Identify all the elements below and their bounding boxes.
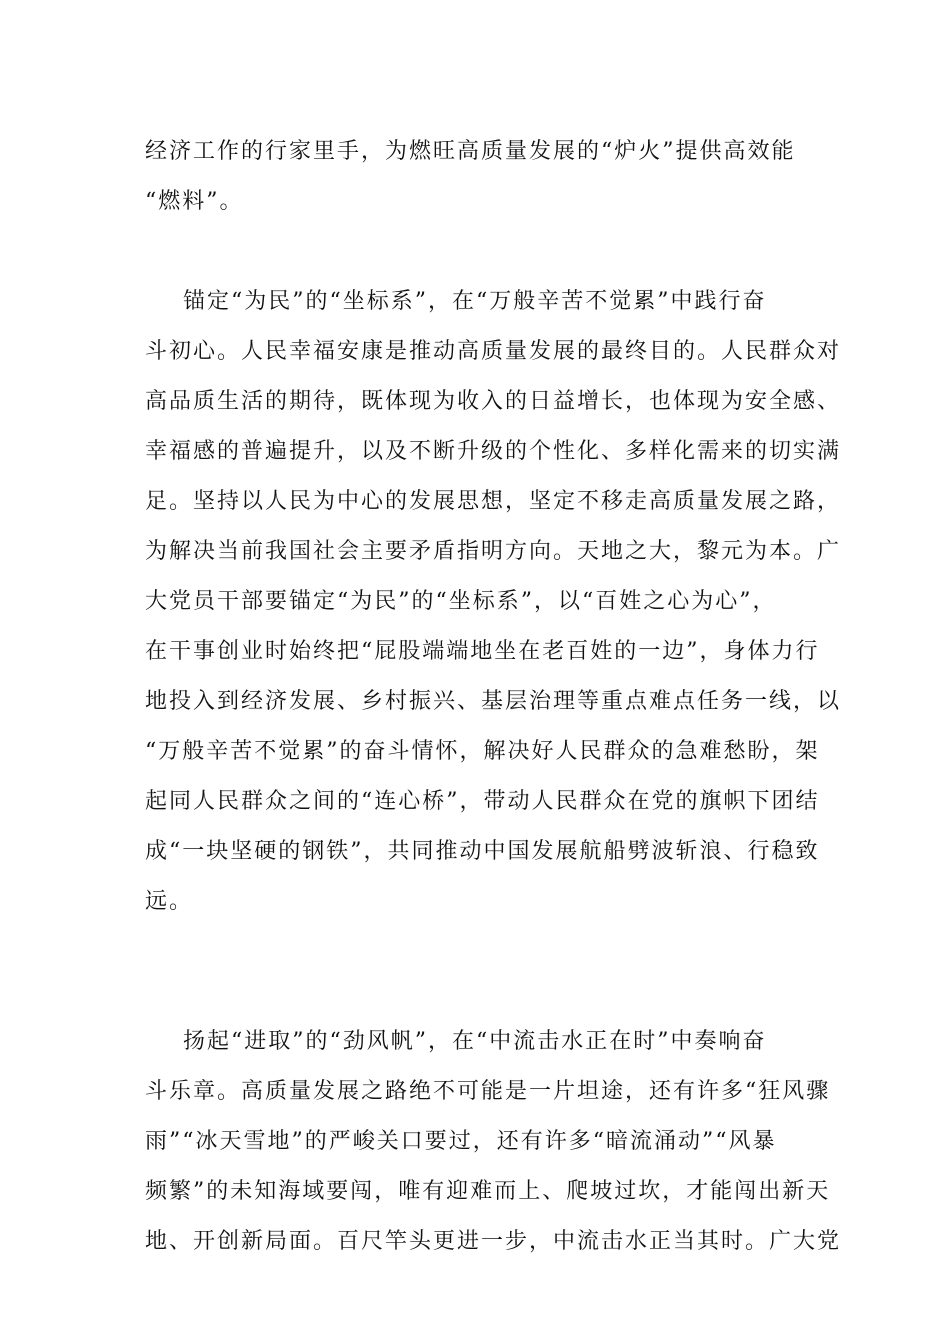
paragraph-line: 经济工作的行家里手，为燃旺高质量发展的“炉火”提供高效能 xyxy=(145,139,796,164)
paragraph-line: 为解决当前我国社会主要矛盾指明方向。天地之大，黎元为本。广 xyxy=(145,539,842,564)
paragraph-line: 斗乐章。高质量发展之路绝不可能是一片坦途，还有许多“狂风骤 xyxy=(145,1079,831,1104)
paragraph-line: 地投入到经济发展、乡村振兴、基层治理等重点难点任务一线，以 xyxy=(145,689,842,714)
paragraph-line: 成“一块坚硬的钢铁”，共同推动中国发展航船劈波斩浪、行稳致 xyxy=(145,839,820,864)
paragraph-line: 足。坚持以人民为中心的发展思想，坚定不移走高质量发展之路， xyxy=(145,489,842,514)
paragraph-line: 起同人民群众之间的“连心桥”，带动人民群众在党的旗帜下团结 xyxy=(145,789,820,814)
paragraph-line: 在干事创业时始终把“屁股端端地坐在老百姓的一边”，身体力行 xyxy=(145,639,820,664)
paragraph-line: 远。 xyxy=(145,889,194,914)
paragraph-line: “燃料”。 xyxy=(145,189,244,214)
paragraph-line: 幸福感的普遍提升，以及不断升级的个性化、多样化需来的切实满 xyxy=(145,439,842,464)
paragraph-line: “万般辛苦不觉累”的奋斗情怀，解决好人民群众的急难愁盼，架 xyxy=(145,739,820,764)
paragraph-line: 频繁”的未知海域要闯，唯有迎难而上、爬坡过坎，才能闯出新天 xyxy=(145,1179,831,1204)
paragraph-line: 斗初心。人民幸福安康是推动高质量发展的最终目的。人民群众对 xyxy=(145,339,842,364)
paragraph-line: 高品质生活的期待，既体现为收入的日益增长，也体现为安全感、 xyxy=(145,389,842,414)
paragraph-line: 雨”“冰天雪地”的严峻关口要过，还有许多“暗流涌动”“风暴 xyxy=(145,1129,777,1154)
paragraph-line: 锚定“为民”的“坐标系”，在“万般辛苦不觉累”中践行奋 xyxy=(183,289,767,314)
paragraph-line: 地、开创新局面。百尺竿头更进一步，中流击水正当其时。广大党 xyxy=(145,1229,842,1254)
paragraph-line: 大党员干部要锚定“为民”的“坐标系”，以“百姓之心为心”， xyxy=(145,589,777,614)
paragraph-line: 扬起“进取”的“劲风帆”，在“中流击水正在时”中奏响奋 xyxy=(183,1029,767,1054)
